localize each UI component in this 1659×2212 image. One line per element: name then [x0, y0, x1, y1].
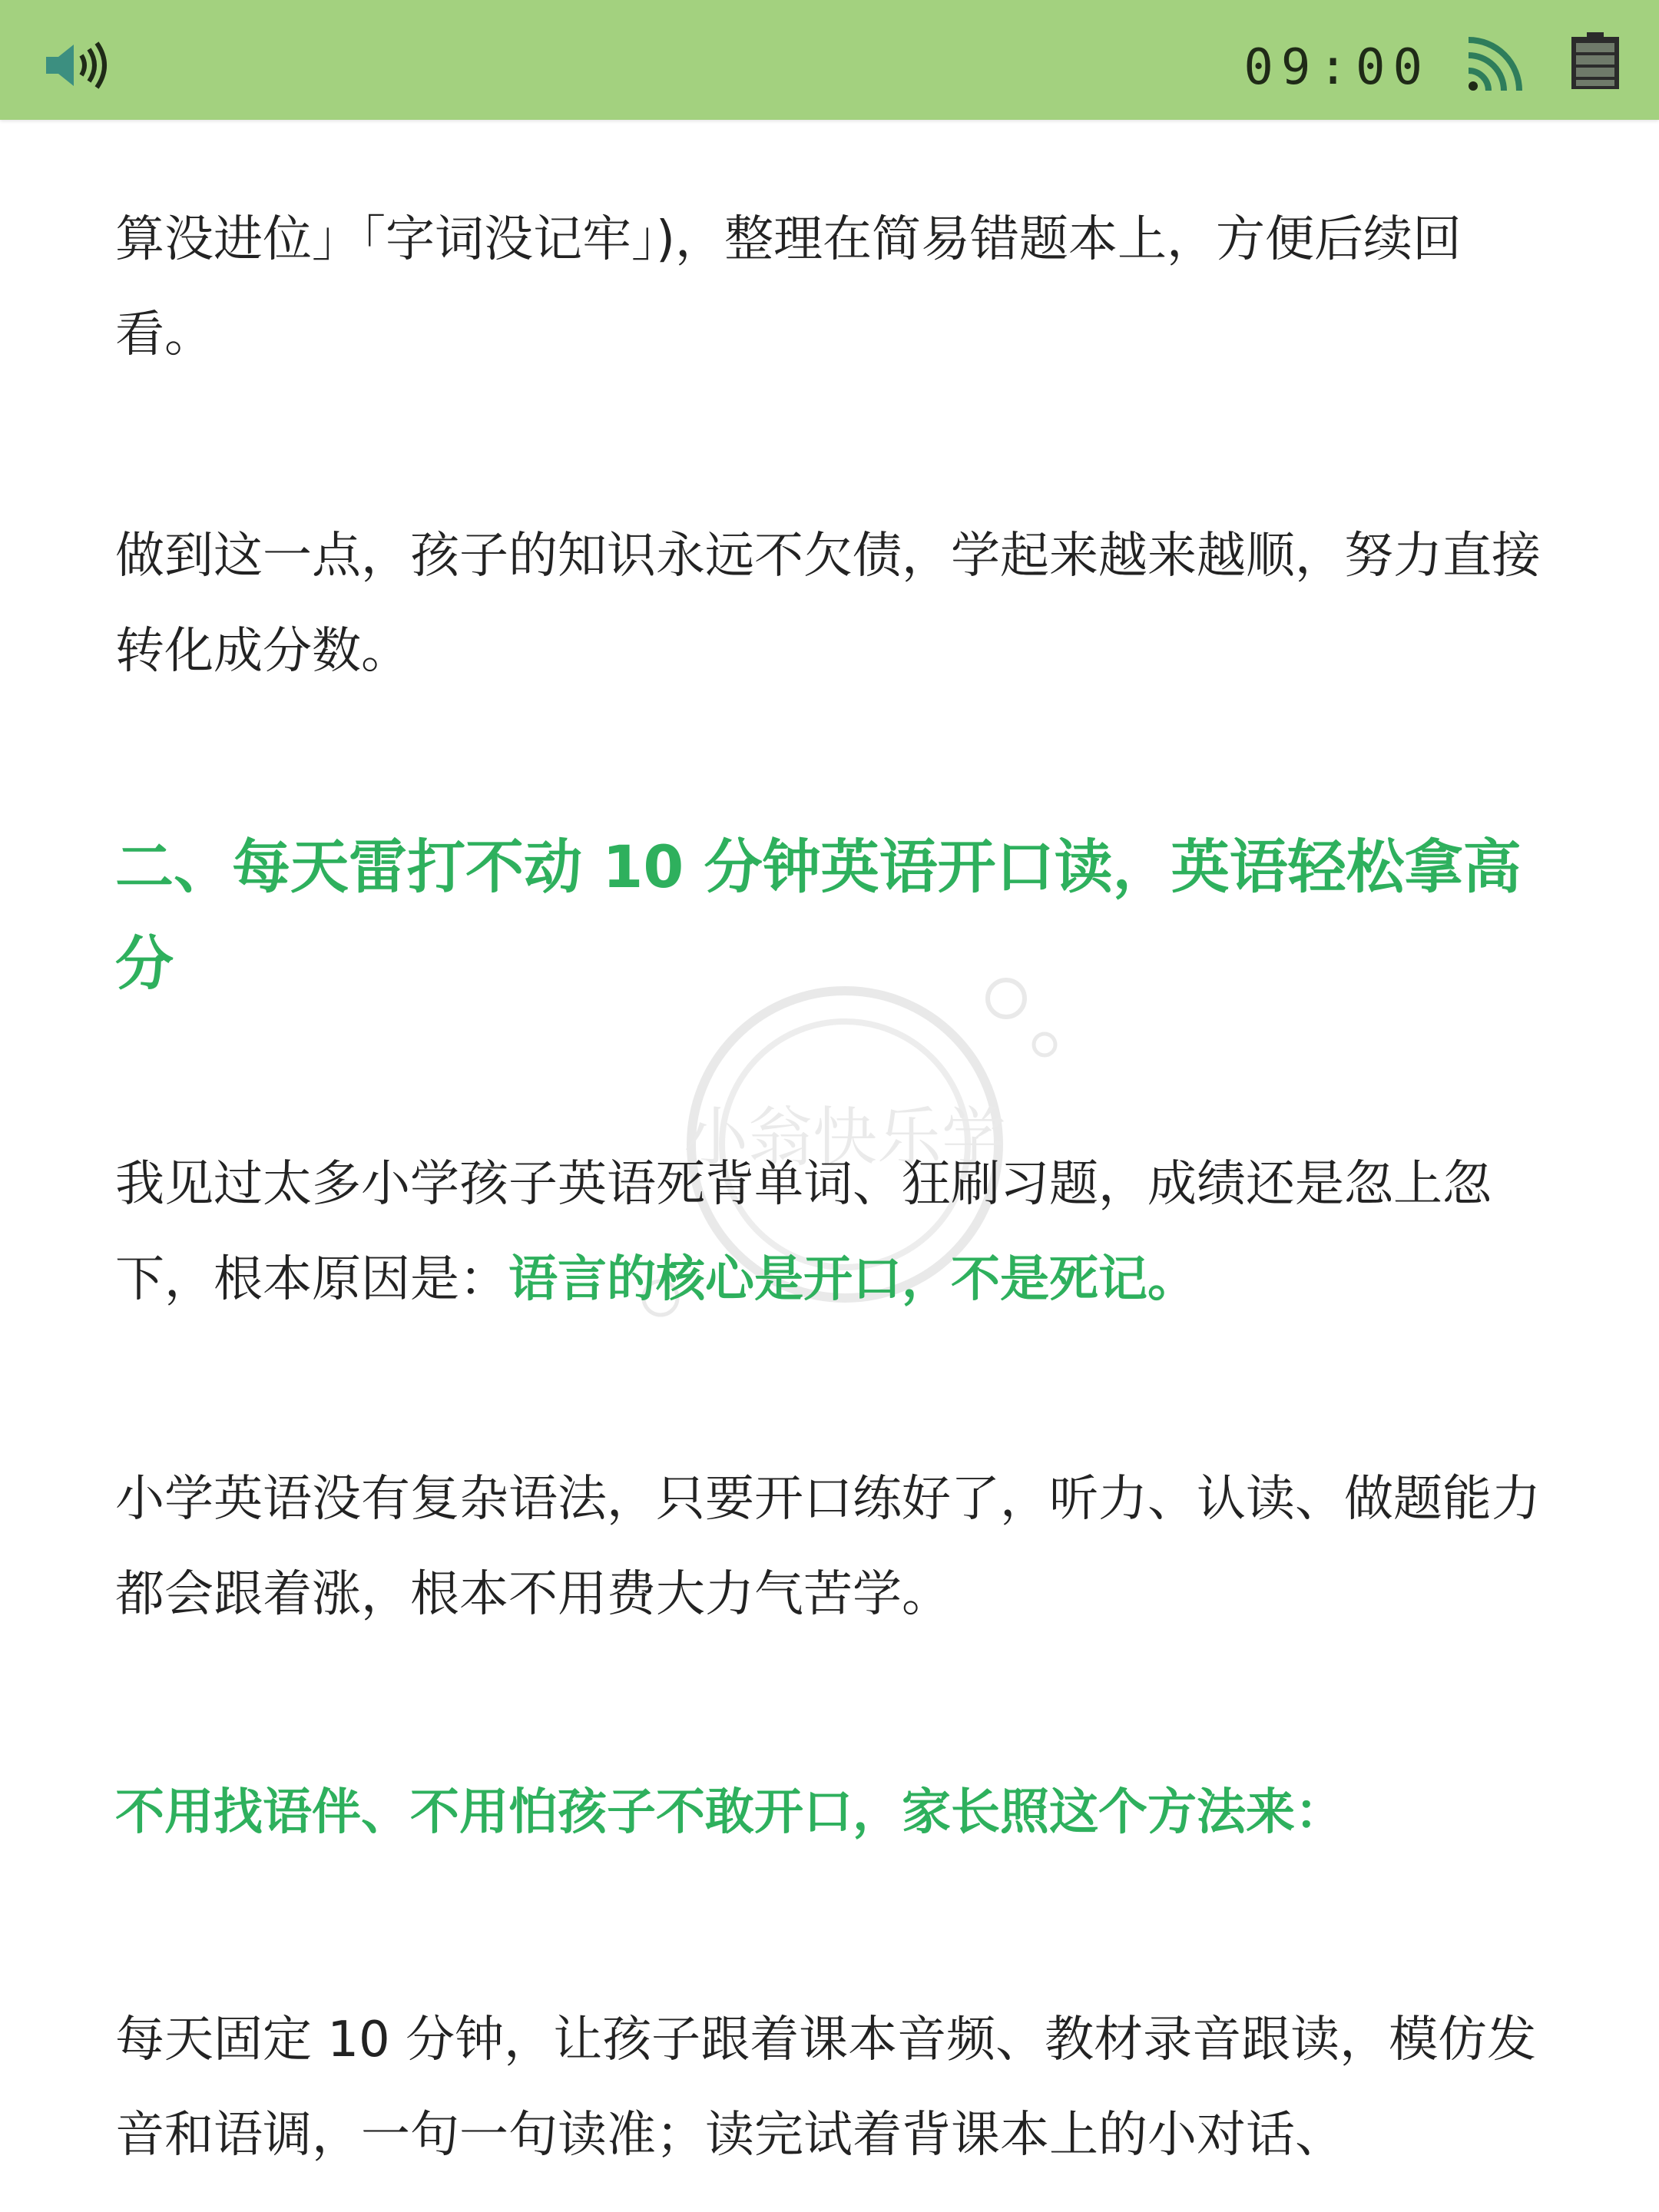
paragraph-4: 小学英语没有复杂语法，只要开口练好了，听力、认读、做题能力都会跟着涨，根本不用费大力气苦学。	[115, 1471, 1541, 1623]
section-heading: 二、每天雷打不动 10 分钟英语开口读，英语轻松拿高分	[115, 833, 1522, 998]
watermark-text: 小翁快乐学	[683, 1100, 1007, 1175]
method-subheading: 不用找语伴、不用怕孩子不敢开口，家长照这个方法来：	[115, 1784, 1344, 1841]
status-time: 09:00	[1243, 39, 1430, 96]
paragraph-2: 做到这一点，孩子的知识永远不欠债，学起来越来越顺，努力直接转化成分数。	[115, 528, 1541, 680]
paragraph-3-highlight: 语言的核心是开口，不是死记。	[508, 1251, 1197, 1308]
paragraph-3-text: 我见过太多小学孩子英语死背单词、狂刷习题，成绩还是忽上忽下，根本原因是：	[115, 1156, 1492, 1308]
paragraph-3	[115, 1137, 1551, 1327]
paragraph-1: 算没进位」「字词没记牢」)，整理在简易错题本上，方便后续回看。	[115, 211, 1462, 363]
paragraph-5: 每天固定 10 分钟，让孩子跟着课本音频、教材录音跟读，模仿发音和语调，一句一句读准；读完试着背课本上的小对话、	[115, 2012, 1537, 2164]
